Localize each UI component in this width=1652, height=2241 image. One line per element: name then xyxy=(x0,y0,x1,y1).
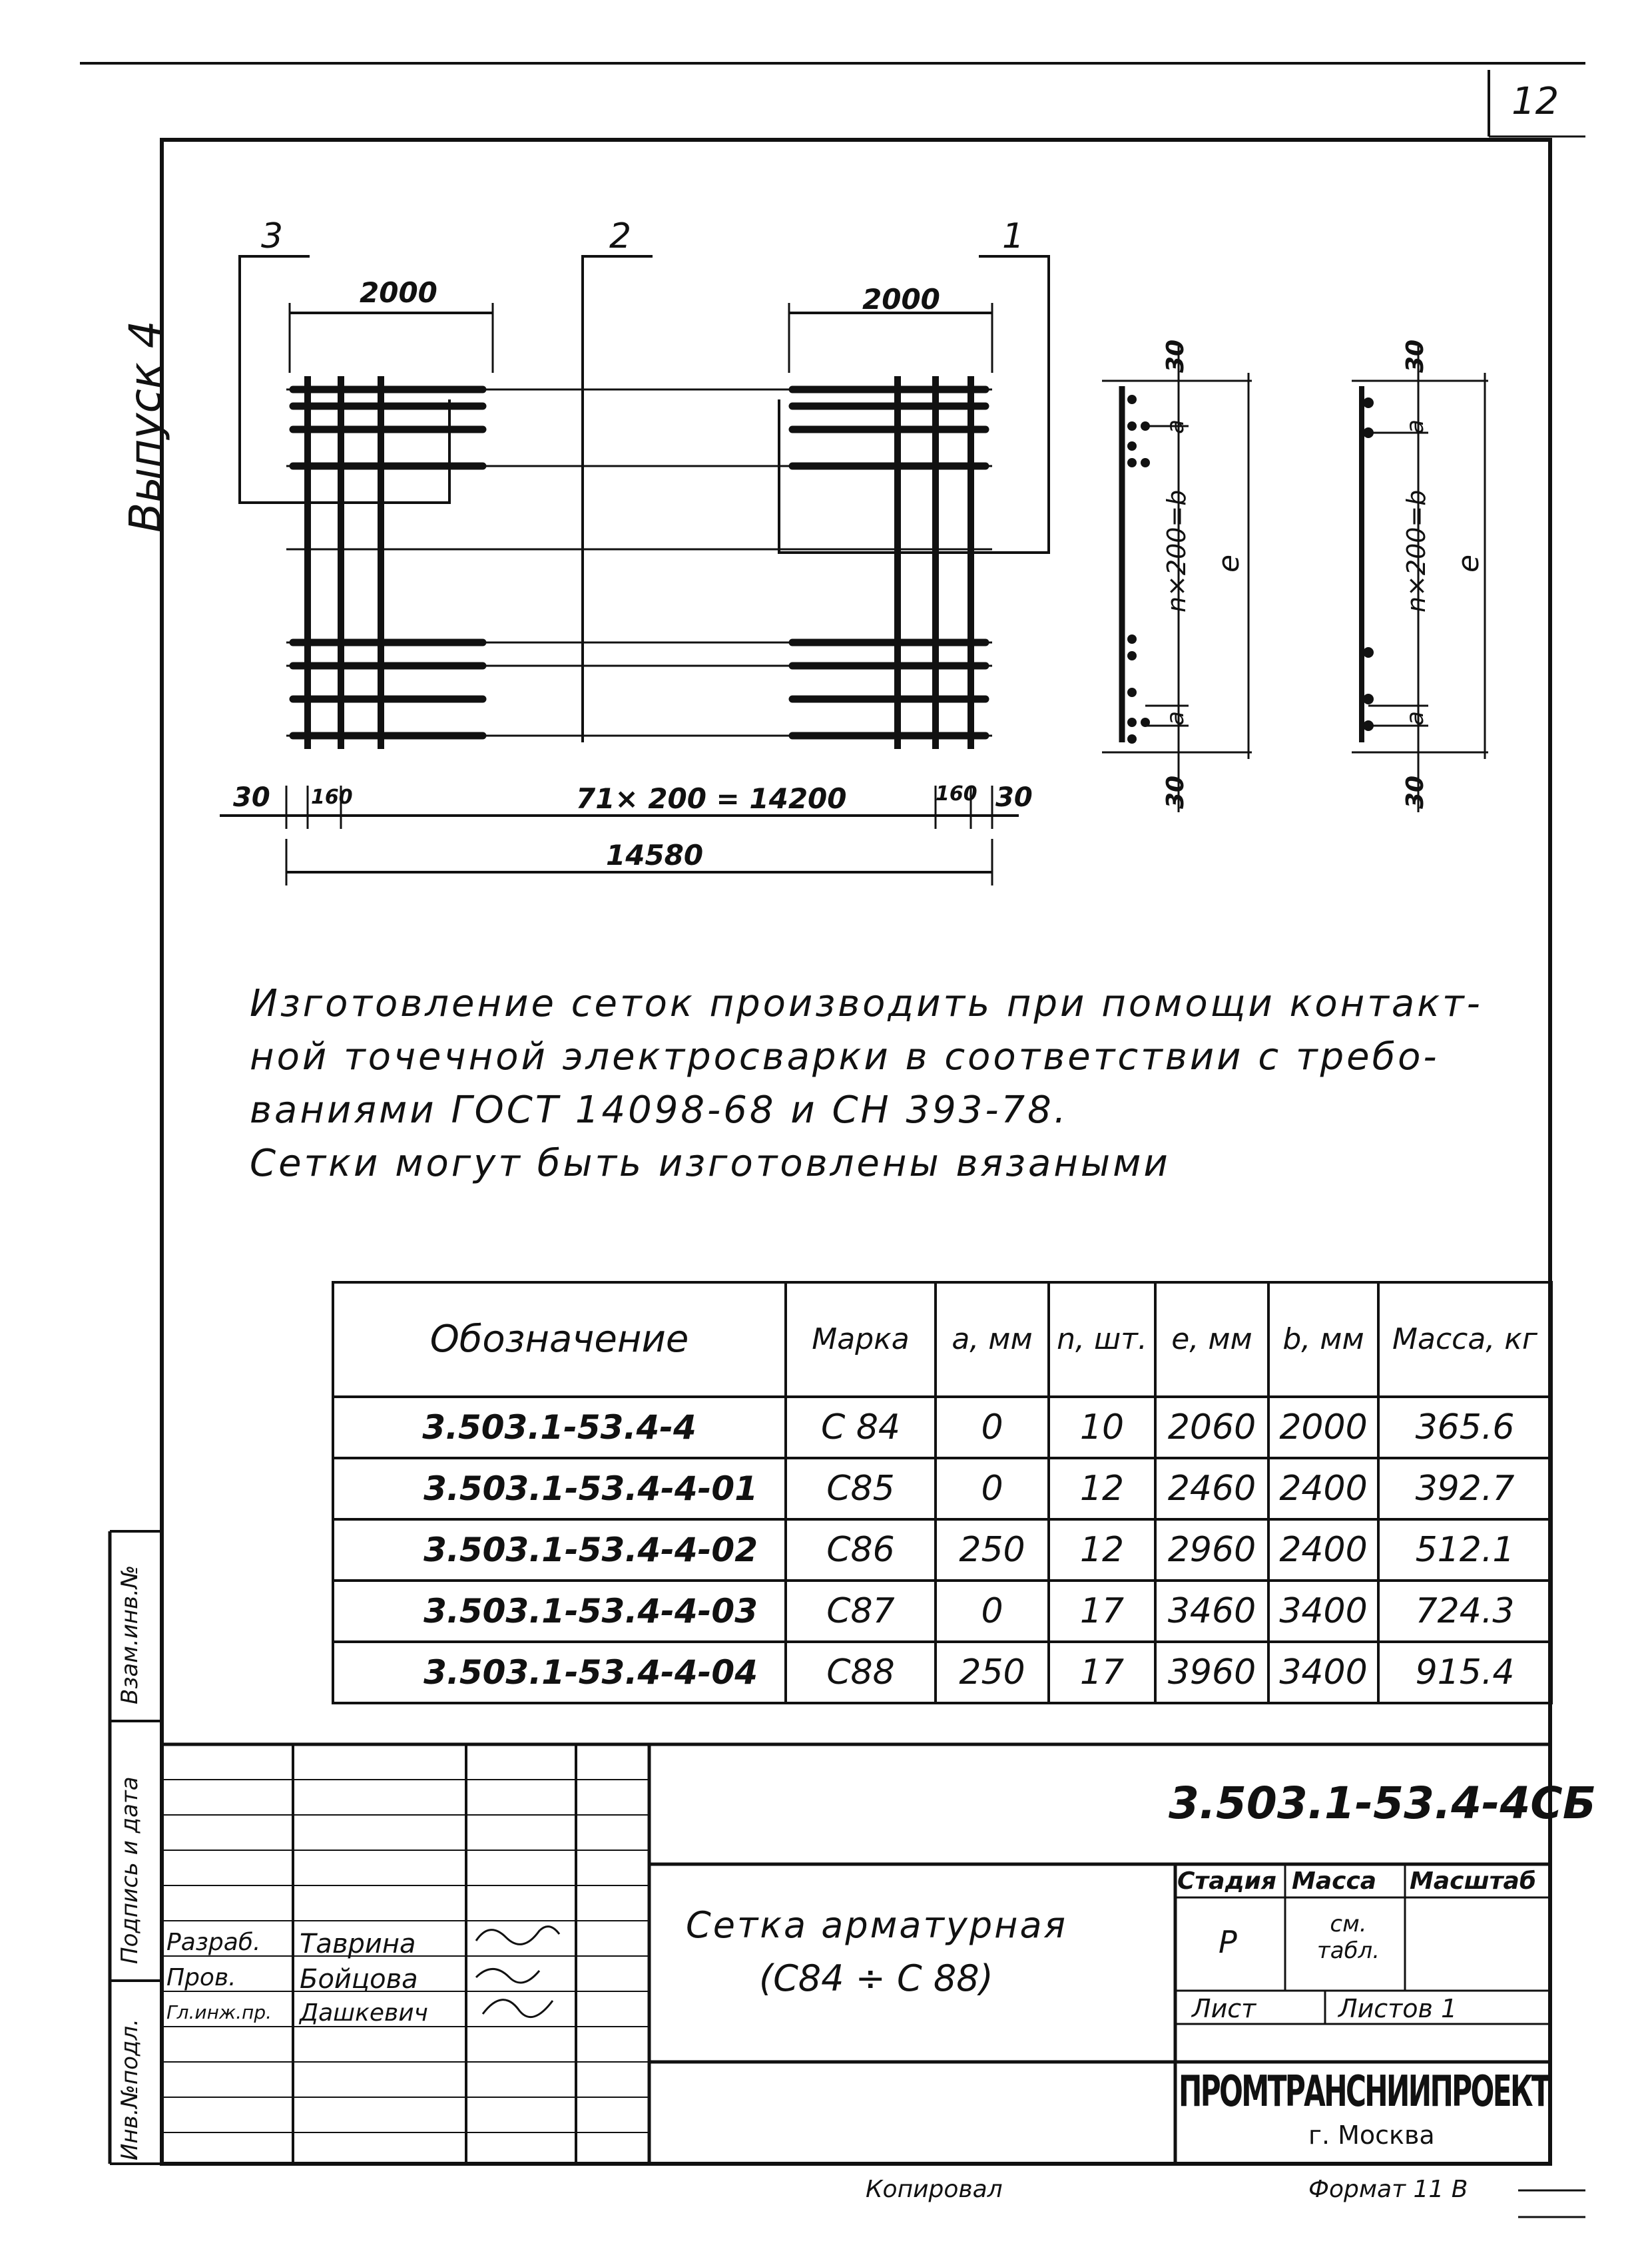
table-row xyxy=(333,1642,1551,1703)
cell-a: 250 xyxy=(936,1519,1049,1581)
spec-table-header xyxy=(333,1282,1551,1397)
cell-e: 3460 xyxy=(1155,1581,1268,1642)
cell-mass: 512.1 xyxy=(1378,1519,1551,1581)
dim-bottom-left-30: 30 xyxy=(233,782,270,813)
cell-b: 3400 xyxy=(1268,1581,1378,1642)
section-b-top: 30 xyxy=(1402,339,1429,373)
note-line-4: Сетки могут быть изготовлены вязаными xyxy=(250,1142,1171,1185)
cell-mass: 365.6 xyxy=(1378,1397,1551,1458)
mass-value: см. табл. xyxy=(1316,1911,1380,1964)
stamp-inv-orig: Инв.№подл. xyxy=(117,2019,143,2160)
dim-bottom-left-160: 160 xyxy=(311,786,353,809)
cell-b: 3400 xyxy=(1268,1642,1378,1703)
table-row xyxy=(333,1581,1551,1642)
note-line-1: Изготовление сеток производить при помощи контакт- xyxy=(250,982,1483,1025)
section-b-bottom: 30 xyxy=(1402,775,1429,809)
name-checker: Бойцова xyxy=(300,1964,418,1995)
header-e: e, мм xyxy=(1155,1282,1268,1397)
table-row xyxy=(333,1397,1551,1458)
section-a-bottom: 30 xyxy=(1162,775,1189,809)
header-a: a, мм xyxy=(936,1282,1049,1397)
dim-top-right: 2000 xyxy=(862,283,940,316)
section-b-a-bottom: a xyxy=(1402,710,1429,726)
callout-3: 3 xyxy=(261,216,284,256)
section-a-height: e xyxy=(1212,554,1246,573)
stage-value: Р xyxy=(1219,1924,1237,1960)
table-row xyxy=(333,1519,1551,1581)
cell-n: 17 xyxy=(1049,1581,1155,1642)
section-a-middle: n×200=b xyxy=(1162,489,1191,613)
city: г. Москва xyxy=(1308,2120,1435,2150)
header-b: b, мм xyxy=(1268,1282,1378,1397)
role-developer: Разраб. xyxy=(166,1929,261,1956)
stamp-replaced-inv: Взам.инв.№ xyxy=(117,1565,143,1704)
callout-1: 1 xyxy=(1002,216,1025,256)
organization: ПРОМТРАНСНИИПРОЕКТ xyxy=(1179,2067,1549,2116)
cell-n: 12 xyxy=(1049,1458,1155,1519)
dim-bottom-middle: 71× 200 = 14200 xyxy=(576,782,847,815)
issue-label: Выпуск 4 xyxy=(120,320,171,533)
page-number: 12 xyxy=(1512,80,1559,123)
cell-e: 2060 xyxy=(1155,1397,1268,1458)
sheet-label: Лист xyxy=(1192,1994,1256,2023)
name-developer: Таврина xyxy=(300,1929,416,1959)
stamp-sign-date: Подпись и дата xyxy=(117,1776,143,1964)
cell-e: 3960 xyxy=(1155,1642,1268,1703)
cell-mark: С 84 xyxy=(786,1397,936,1458)
role-chief-engineer: Гл.инж.пр. xyxy=(166,2001,272,2023)
cell-mass: 724.3 xyxy=(1378,1581,1551,1642)
cell-mark: С85 xyxy=(786,1458,936,1519)
title-line-1: Сетка арматурная xyxy=(686,1904,1068,1946)
cell-mass: 915.4 xyxy=(1378,1642,1551,1703)
mass-label: Масса xyxy=(1292,1868,1377,1895)
cell-a: 0 xyxy=(936,1458,1049,1519)
cell-b: 2000 xyxy=(1268,1397,1378,1458)
cell-designation: 3.503.1-53.4-4-01 xyxy=(333,1458,786,1519)
cell-e: 2460 xyxy=(1155,1458,1268,1519)
section-b-a-top: a xyxy=(1402,419,1429,434)
section-a-a-top: a xyxy=(1162,419,1189,434)
cell-a: 0 xyxy=(936,1397,1049,1458)
spec-table xyxy=(332,1281,1553,1704)
cell-designation: 3.503.1-53.4-4-04 xyxy=(333,1642,786,1703)
cell-designation: 3.503.1-53.4-4 xyxy=(333,1397,786,1458)
cell-designation: 3.503.1-53.4-4-02 xyxy=(333,1519,786,1581)
header-n: n, шт. xyxy=(1049,1282,1155,1397)
role-checker: Пров. xyxy=(166,1964,236,1991)
cell-n: 17 xyxy=(1049,1642,1155,1703)
footer-copied: Копировал xyxy=(866,2176,1003,2203)
name-chief-engineer: Дашкевич xyxy=(300,1999,428,2027)
cell-mark: С87 xyxy=(786,1581,936,1642)
cell-mark: С86 xyxy=(786,1519,936,1581)
header-designation: Обозначение xyxy=(333,1282,786,1397)
section-b-height: e xyxy=(1452,554,1486,573)
cell-b: 2400 xyxy=(1268,1519,1378,1581)
section-a-a-bottom: a xyxy=(1162,710,1189,726)
dim-top-left: 2000 xyxy=(360,276,437,309)
section-b-middle: n×200=b xyxy=(1402,489,1431,613)
header-mass: Масса, кг xyxy=(1378,1282,1551,1397)
title-line-2: (С84 ÷ С 88) xyxy=(759,1957,993,1999)
scale-label: Масштаб xyxy=(1410,1868,1536,1895)
section-a-top: 30 xyxy=(1162,339,1189,373)
cell-b: 2400 xyxy=(1268,1458,1378,1519)
dim-bottom-right-160: 160 xyxy=(936,782,977,806)
header-mark: Марка xyxy=(786,1282,936,1397)
stage-label: Стадия xyxy=(1177,1868,1276,1895)
cell-a: 250 xyxy=(936,1642,1049,1703)
cell-n: 10 xyxy=(1049,1397,1155,1458)
cell-a: 0 xyxy=(936,1581,1049,1642)
document-code: 3.503.1-53.4-4СБ xyxy=(1169,1778,1597,1829)
sheets-label: Листов 1 xyxy=(1338,1994,1458,2023)
dim-overall: 14580 xyxy=(606,839,704,872)
cell-e: 2960 xyxy=(1155,1519,1268,1581)
callout-2: 2 xyxy=(609,216,632,256)
footer-format: Формат 11 В xyxy=(1308,2176,1468,2203)
table-row xyxy=(333,1458,1551,1519)
cell-mass: 392.7 xyxy=(1378,1458,1551,1519)
note-line-3: ваниями ГОСТ 14098-68 и СН 393-78. xyxy=(250,1089,1069,1132)
cell-mark: С88 xyxy=(786,1642,936,1703)
cell-n: 12 xyxy=(1049,1519,1155,1581)
cell-designation: 3.503.1-53.4-4-03 xyxy=(333,1581,786,1642)
note-line-2: ной точечной электросварки в соответствии с требо- xyxy=(250,1035,1440,1079)
dim-bottom-right-30: 30 xyxy=(995,782,1033,813)
